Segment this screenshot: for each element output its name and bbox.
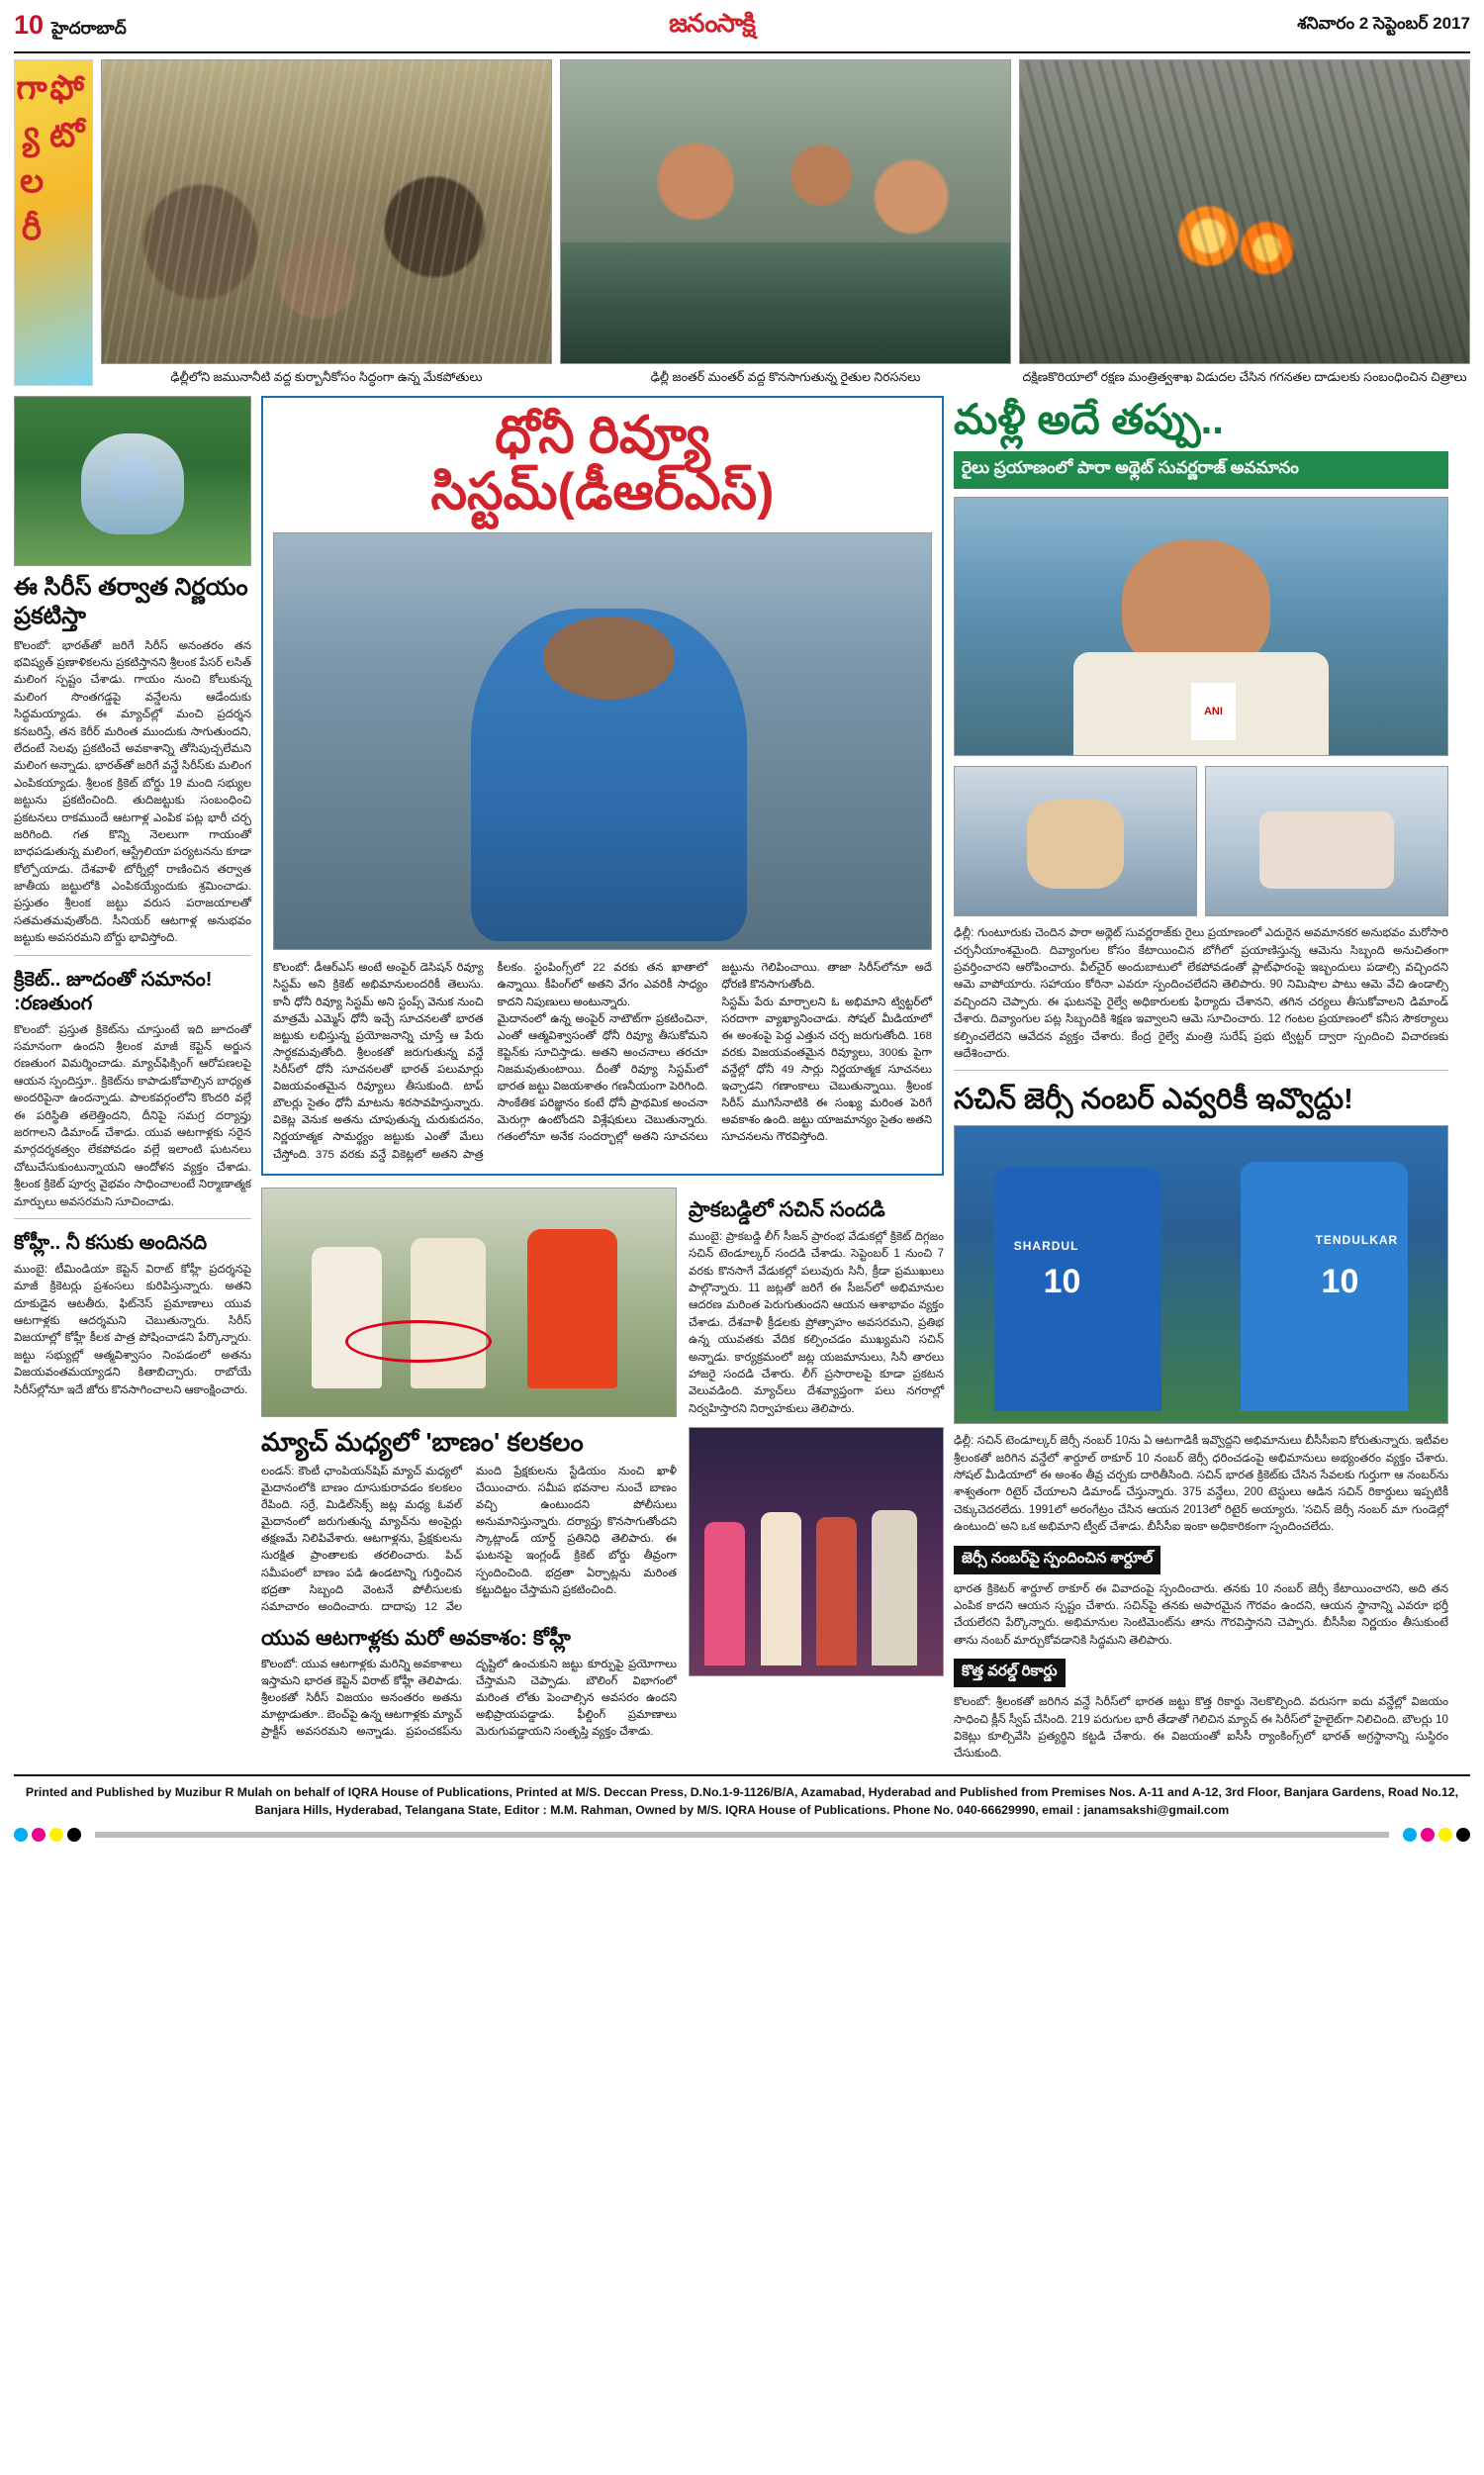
drs-body-col-1: కొలంబో: డీఆర్‌ఎస్ అంటే అంపైర్ డెసిషన్ రివ్యూ సిస్టమ్ అని క్రికెట్ అభిమానులందరికీ తెలుసు. కానీ ధోనీ రివ్యూ సిస్టమ్ అని స్టంప్స్ వెనుక నుంచి మాత్రమే ఎమ్మెస్ ధోనీ ఇచ్చే సూచనలతో భారత జట్టుకు లభిస్తున్న ప్రయోజనాన్ని చూస్తే ఆ పేరు సార్థకమవుతోంది. శ్రీలంకతో జరుగుతున్న వన్డే సిరీస్‌లో ధోనీ సూచనలతో భారత్ పలుమార్లు విజయవంతమైన రివ్యూలు తీసుకుంది. టాప్ బౌలర్లు సైతం ధోనీ మాటను శిరసావహిస్తున్నారు. వికెట్ల వెనుక అతను చూపుతున్న చురుకుదనం, నిర్ణయాత్మక సామర్థ్యం జట్టుకు ఎంతో మేలు చేస్తోంది. 375 వరకు వన్డే వికెట్లలో అతని పాత్ర కీలకం. స్టంపింగ్స్‌లో 22 వరకు తన ఖాతాలో ఉన్నాయి. కీపింగ్‌లో అతని వేగం ఎవరికీ సాధ్యం కాదని నిపుణులు అంటున్నారు.: [273, 962, 708, 1161]
left-column: [14, 396, 251, 1762]
masthead-date: శనివారం 2 సెప్టెంబర్ 2017: [1297, 14, 1470, 33]
color-registration-bar: [14, 1828, 1470, 1842]
drs-body-col-2: మైదానంలో ఉన్న అంపైర్ నాటౌట్‌గా ప్రకటించినా, ఎంతో ఆత్మవిశ్వాసంతో ధోనీ రివ్యూ తీసుకోమని కెప్టెన్‌కు సూచిస్తాడు. అతని అంచనాలు తరచూ నిజమవుతుంటాయి. దీంతో రివ్యూ సిస్టమ్‌లో భారత జట్టు విజయశాతం గణనీయంగా పెరిగింది. సాంకేతిక పరిజ్ఞానం కంటే ధోనీ ప్రాథమిక అంచనా మెరుగ్గా ఉంటోందని విశ్లేషకులు చెబుతున్నారు. గతంలోనూ అనేక సందర్భాల్లో అతని సూచనలు జట్టును గెలిపించాయి. తాజా సిరీస్‌లోనూ అదే ధోరణి కొనసాగుతోంది.: [497, 962, 932, 1144]
gallery-item: [101, 59, 552, 386]
drs-headline-line1: ధోనీ రివ్యూ: [495, 407, 710, 464]
right-headline: మళ్లీ అదే తప్పు..: [954, 396, 1224, 442]
arrow-headline: మ్యాచ్ మధ్యలో 'బాణం' కలకలం: [261, 1426, 584, 1457]
protest-photo: [560, 59, 1011, 364]
page-number: 10: [14, 9, 45, 40]
youth-body: కొలంబో: యువ ఆటగాళ్లకు మరిన్ని అవకాశాలు ఇస్తామని భారత కెప్టెన్ విరాట్ కోహ్లీ తెలిపాడు. శ్రీలంకతో సిరీస్ విజయం అనంతరం అతను మాట్లాడుతూ.. బెంచ్‌పై ఉన్న ఆటగాళ్లకు మ్యాచ్ ప్రాక్టీస్ అవసరమని అన్నాడు. ప్రపంచకప్‌ను దృష్టిలో ఉంచుకుని జట్టు కూర్పుపై ప్రయోగాలు చేస్తామని చెప్పాడు. బౌలింగ్ విభాగంలో మరింత లోతు పెంచాల్సిన అవసరం ఉందని అభిప్రాయపడ్డాడు. ఫీల్డింగ్ ప్రమాణాలు మెరుగుపడ్డాయని సంతృప్తి వ్యక్తం చేశాడు.: [261, 1659, 677, 1739]
celebrity-event-photo: [689, 1427, 944, 1676]
record-box-body: కొలంబో: శ్రీలంకతో జరిగిన వన్డే సిరీస్‌లో భారత జట్టు కొత్త రికార్డు నెలకొల్పింది. వరుసగా ఐదు వన్డేల్లో విజయం సాధించి క్లీన్ స్వీప్ చేసింది. 219 పరుగుల భారీ తేడాతో గెలిచిన మ్యాచ్ ఈ సిరీస్‌లో హైలైట్‌గా నిలిచింది. బౌలర్లు 10 వికెట్లు కూల్చివేసి ప్రత్యర్థిని కట్టడి చేశారు. ఈ విజయంతో ఐసీసీ ర్యాంకింగ్స్‌లో భారత్ అగ్రస్థానాన్ని సుస్థిరం చేసుకుంది.: [954, 1695, 1448, 1761]
gallery-item: [1019, 59, 1470, 386]
color-swatch-black: [1456, 1828, 1470, 1842]
jersey-number-photo: [954, 1125, 1448, 1424]
arrow-article: [261, 1188, 677, 1742]
left-headline: ఈ సిరీస్ తర్వాత నిర్ణయం ప్రకటిస్తా: [14, 574, 248, 629]
left-subheadline-2: కోహ్లీ.. నీ కసుకు అందినది: [14, 1231, 208, 1254]
right-subheader-bar: రైలు ప్రయాణంలో పారా అథ్లెట్ సువర్ణరాజ్ అవమానం: [954, 451, 1448, 489]
sachin-jersey-headline: సచిన్ జెర్సీ నంబర్ ఎవ్వరికీ ఇవ్వొద్దు!: [954, 1084, 1353, 1116]
sachin-kabaddi-article: [689, 1188, 944, 1742]
color-swatch-black: [67, 1828, 81, 1842]
right-column: [954, 396, 1448, 1762]
gallery-section-title-text: ఫోటో గ్యాలరీ: [18, 70, 91, 258]
middle-column: [261, 396, 944, 1762]
arrow-body: లండన్: కౌంటీ ఛాంపియన్‌షిప్ మ్యాచ్ మధ్యలో మైదానంలోకి బాణం దూసుకురావడం కలకలం రేపింది. సర్రే, మిడిల్‌సెక్స్ జట్ల మధ్య ఓవల్ మైదానంలో జరుగుతున్న మ్యాచ్‌ను అంపైర్లు తక్షణమే నిలిపివేశారు. ఆటగాళ్లను, ప్రేక్షకులను సురక్షిత ప్రాంతాలకు తరలించారు. పిచ్ సమీపంలో బాణం పడి ఉండటాన్ని గుర్తించిన భద్రతా సిబ్బంది వెంటనే పోలీసులకు సమాచారం అందించారు. దాదాపు 12 వేల మంది ప్రేక్షకులను స్టేడియం నుంచి ఖాళీ చేయించారు. సమీప భవనాల నుంచే బాణం వచ్చి ఉంటుందని పోలీసులు అనుమానిస్తున్నారు. దర్యాప్తు కొనసాగుతోందని స్కాట్లాండ్ యార్డ్ ప్రతినిధి తెలిపారు. ఈ ఘటనపై ఇంగ్లండ్ క్రికెట్ బోర్డు తీవ్రంగా స్పందించింది. భద్రతా ఏర్పాట్లను మరింత కట్టుదిట్టం చేస్తామని ప్రకటించింది.: [261, 1465, 677, 1613]
right-body: ఢిల్లీ: గుంటూరుకు చెందిన పారా అథ్లెట్ సువర్ణరాజ్‌కు రైలు ప్రయాణంలో ఎదురైన అవమానకర అనుభవం మరోసారి చర్చనీయాంశమైంది. దివ్యాంగుల కోసం కేటాయించిన బోగీలో ప్రయాణిస్తున్న ఆమెను సిబ్బంది అనుచితంగా ప్రవర్తించారని ఆరోపించారు. వీల్‌చైర్ అందుబాటులో లేకపోవడంతో ప్లాట్‌ఫారంపై ఇబ్బందులు పడాల్సి వచ్చిందని ఆమె వాపోయారు. సహాయం కోరినా ఎవరూ స్పందించలేదని తెలిపారు. 90 నిమిషాల పాటు ఆమె వేచి ఉండాల్సి వచ్చిందని చెప్పారు. ఈ ఘటనపై రైల్వే అధికారులకు ఫిర్యాదు చేశానని, తగిన చర్యలు తీసుకోవాలని డిమాండ్ చేశారు. దివ్యాంగుల పట్ల సిబ్బందికి శిక్షణ ఇవ్వాలని ఆమె సూచించారు. 12 గంటల ప్రయాణంలో కనీస సౌకర్యాలు కల్పించలేదని ఆవేదన వ్యక్తం చేశారు. కేంద్ర రైల్వే మంత్రి సురేష్ ప్రభు ట్విట్టర్ ద్వారా స్పందించి విచారణకు ఆదేశించారు.: [954, 926, 1448, 1061]
color-swatch-cyan: [14, 1828, 28, 1842]
goats-photo: [101, 59, 552, 364]
right-small-photos: [954, 766, 1448, 916]
sachin-kabaddi-headline: ప్రాకబడ్డిలో సచిన్ సందడి: [689, 1197, 885, 1221]
jersey-right-name: TENDULKAR: [1315, 1233, 1399, 1248]
left-body: కొలంబో: భారత్‌తో జరిగే సిరీస్ అనంతరం తన భవిష్యత్ ప్రణాళికలను ప్రకటిస్తానని శ్రీలంక పేసర్ లసిత్ మలింగ స్పష్టం చేశాడు. గాయం నుంచి కోలుకున్న మలింగ సొంతగడ్డపై వన్డేలను ఆడేందుకు సిద్ధమయ్యాడు. ఈ మ్యాచ్‌ల్లో మంచి ప్రదర్శన కనబరిస్తే, తన కెరీర్ మరింత ముందుకు సాగుతుందని, లేదంటే సెలవు ప్రకటించే అవకాశాన్ని తోసిపుచ్చలేమని మలింగ అన్నాడు. భారత్‌తో జరిగే వన్డే సిరీస్‌కు మలింగ ఎంపికయ్యాడు. శ్రీలంక క్రికెట్ బోర్డు 19 మంది సభ్యుల జట్టును ప్రకటించింది. తుదిజట్టుకు సంబంధించి ప్రకటనలు రాకముందే ఆటగాళ్ల ఎంపిక పట్ల భారీ చర్చ జరిగింది. గత కొన్ని నెలలుగా గాయంతో బాధపడుతున్న మలింగ, ఆస్ట్రేలియా పర్యటనను కూడా కోల్పోయాడు. దేశవాళీ టోర్నీల్లో రాణించిన తర్వాత జాతీయ జట్టులోకి ఎంపికయ్యేందుకు శ్రమించాడు. ప్రస్తుతం శ్రీలంక జట్టు వరుస పరాజయాలతో సతమతమవుతోంది. సీనియర్ ఆటగాళ్ల అనుభవం జట్టుకు అవసరమని బోర్డు భావిస్తోంది.: [14, 638, 251, 945]
drs-body-col-3: సిస్టమ్ పేరు మార్చాలని ఓ అభిమాని ట్విట్టర్‌లో సరదాగా వ్యాఖ్యానించాడు. సోషల్ మీడియాలో ఈ అంశంపై పెద్ద ఎత్తున చర్చ జరుగుతోంది. 168 వరకు విజయవంతమైన రివ్యూలు, 300కు పైగా వన్డేల్లో ధోనీ 49 సార్లు నిర్ణయాత్మక సూచనలు ఇచ్చాడని గణాంకాలు చెబుతున్నాయి. శ్రీలంక సిరీస్ ముగిసేనాటికి ఈ సంఖ్య మరింత పెరిగే అవకాశం ఉంది. జట్టు యాజమాన్యం సైతం అతని సూచనలను గౌరవిస్తోంది.: [721, 996, 932, 1144]
shardul-box-header: జెర్సీ నంబర్‌పై స్పందించిన శార్దూల్: [954, 1546, 1160, 1574]
record-box-header: కొత్త వరల్డ్ రికార్డు: [954, 1659, 1066, 1687]
wheelchair-boarding-photo: [954, 766, 1197, 916]
color-swatch-cyan: [1403, 1828, 1417, 1842]
divider: [14, 955, 251, 956]
ani-interview-photo: [954, 497, 1448, 756]
middle-lower-section: [261, 1188, 944, 1742]
masthead-city: హైదరాబాద్: [51, 18, 127, 38]
footer-imprint: Printed and Published by Muzibur R Mulah on behalf of IQRA House of Publications, Printed at M/S. Deccan Press, D.No.1-9-1126/B/A, Azamabad, Hyderabad and Published from Premises Nos. A-11 and A-12, 3rd Floor, Banjara Gardens, Road No.12, Banjara Hills, Hyderabad, Telangana State, Editor : M.M. Rahman, Owned by M/S. IQRA House of Publications. Phone No. 040-66629990, email : janamsakshi@gmail.com: [25, 1784, 1459, 1818]
left-subheadline: క్రికెట్.. జూదంతో సమానం! :రణతుంగ: [14, 968, 213, 1014]
match-arrow-photo: [261, 1188, 677, 1417]
bowler-photo: [14, 396, 251, 566]
youth-headline: యువ ఆటగాళ్లకు మరో అవకాశం: కోహ్లీ: [261, 1626, 571, 1650]
gallery-section-title: [14, 59, 93, 386]
divider: [954, 1070, 1448, 1071]
footer: [14, 1774, 1470, 1842]
gallery-caption: దక్షిణకొరియాలో రక్షణ మంత్రిత్వశాఖ విడుదల చేసిన గగనతల దాడులకు సంబంధించిన చిత్రాలు: [1022, 370, 1467, 385]
color-swatch-magenta: [32, 1828, 46, 1842]
jersey-left-number: 10: [1043, 1263, 1081, 1301]
dhoni-photo: [273, 532, 932, 950]
jersey-body: ఢిల్లీ: సచిన్ టెండూల్కర్ జెర్సీ నంబర్ 10ను ఏ ఆటగాడికీ ఇవ్వొద్దని అభిమానులు బీసీసీఐని కోరుతున్నారు. ఇటీవల శ్రీలంకతో జరిగిన వన్డేలో శార్దూల్ ఠాకూర్ 10 నంబర్ జెర్సీ ధరించడంపై అభిమానులు అభ్యంతరం వ్యక్తం చేశారు. సోషల్ మీడియాలో ఈ అంశం తీవ్ర చర్చకు దారితీసింది. సచిన్ భారత క్రికెట్‌కు చేసిన సేవలకు గుర్తుగా ఆ నంబర్‌ను శాశ్వతంగా రిటైర్ చేయాలని డిమాండ్ చేస్తున్నారు. 375 వన్డేలు, 200 టెస్టులు ఆడిన సచిన్ రికార్డులు ఇప్పటికీ చెక్కుచెదరలేదు. 1991లో అరంగేట్రం చేసిన ఆయన 2013లో రిటైర్ అయ్యారు. 'సచిన్ జెర్సీ నంబర్ మా గుండెల్లో ఉంటుంది' అని ఒక అభిమాని ట్వీట్ చేశాడు. బీసీసీఐ ఇంకా అధికారికంగా స్పందించలేదు.: [954, 1434, 1448, 1534]
ani-mic-logo: ANI: [1191, 683, 1236, 739]
shardul-box-body: భారత క్రికెటర్ శార్దూల్ ఠాకూర్ ఈ వివాదంపై స్పందించారు. తనకు 10 నంబర్ జెర్సీ కేటాయించారని, అది తన ఎంపిక కాదని ఆయన స్పష్టం చేశారు. సచిన్‌పై తనకు అపారమైన గౌరవం ఉందని, ఆయన స్థానాన్ని ఎవరూ భర్తీ చేయలేరని పేర్కొన్నారు. అభిమానుల సెంటిమెంట్‌ను తాను గౌరవిస్తానని చెప్పారు. బీసీసీఐ నిర్ణయం తీసుకుంటే తాను నంబర్ మార్చుకోవడానికి సిద్ధమని తెలిపారు.: [954, 1581, 1448, 1647]
color-swatch-yellow: [1438, 1828, 1452, 1842]
airstrike-photo: [1019, 59, 1470, 364]
registration-line: [95, 1832, 1389, 1838]
gallery-caption: ఢిల్లీ జంతర్ మంతర్ వద్ద కొనసాగుతున్న రైతుల నిరసనలు: [650, 370, 921, 385]
color-swatch-magenta: [1421, 1828, 1435, 1842]
photo-gallery-strip: [14, 59, 1470, 386]
sachin-kabaddi-body: ముంబై: ప్రాకబడ్డి లీగ్ సీజన్ ప్రారంభ వేడుకల్లో క్రికెట్ దిగ్గజం సచిన్ టెండూల్కర్ సందడి చేశాడు. సెప్టెంబర్ 1 నుంచి 7 వరకు కొనసాగే వేడుకల్లో పలువురు సినీ, క్రీడా ప్రముఖులు పాల్గొన్నారు. 11 జట్లతో జరిగే ఈ సీజన్‌లో అభిమానుల ఆదరణ మరింత పెరుగుతుందని ఆయన ఆశాభావం వ్యక్తం చేశాడు. దేశవాళీ క్రీడలకు ప్రోత్సాహం అవసరమని, ప్రతిభ ఉన్న యువతకు వేదిక కల్పించడం ముఖ్యమని సచిన్ అన్నాడు. కార్యక్రమంలో జట్ల యజమానులు, సినీ తారలు హాజరై సందడి చేశారు. లీగ్ ప్రసారాలపై కూడా ప్రకటన వెలువడింది. మ్యాచ్‌లు దేశవ్యాప్తంగా పలు నగరాల్లో నిర్వహిస్తారని నిర్వాహకులు తెలిపారు.: [689, 1229, 944, 1415]
left-sub-body-2: ముంబై: టీమిండియా కెప్టెన్ విరాట్ కోహ్లీ ప్రదర్శనపై మాజీ క్రికెటర్లు ప్రశంసలు కురిపిస్తున్నారు. అతని దూకుడైన ఆటతీరు, ఫిట్‌నెస్ ప్రమాణాలు యువ ఆటగాళ్లకు ఆదర్శమని చెబుతున్నారు. సిరీస్ విజయాల్లో కోహ్లీ కీలక పాత్ర పోషించాడని పేర్కొన్నారు. జట్టు సభ్యుల్లో ఆత్మవిశ్వాసం నింపడంలో అతను విజయవంతమయ్యాడని కితాబిచ్చారు. రాబోయే సిరీస్‌ల్లోనూ ఇదే జోరు కొనసాగించాలని ఆకాంక్షించారు.: [14, 1262, 251, 1396]
drs-body: [273, 960, 932, 1163]
left-sub-body: కొలంబో: ప్రస్తుత క్రికెట్‌ను చూస్తుంటే ఇది జూదంతో సమానంగా ఉందని శ్రీలంక మాజీ కెప్టెన్ అర్జున రణతుంగ విమర్శించాడు. మ్యాచ్‌ఫిక్సింగ్ ఆరోపణలపై ఆయన స్పందిస్తూ.. క్రికెట్‌ను కాపాడుకోవాల్సిన బాధ్యత అందరిపైనా ఉందన్నాడు. పాలకవర్గంలోని కొందరి వల్లే ఈ పరిస్థితి తలెత్తిందని, దీనిపై సమగ్ర దర్యాప్తు జరగాలని డిమాండ్ చేశాడు. యువ ఆటగాళ్లకు సరైన మార్గదర్శకత్వం లేకపోవడం వల్లే ఇలాంటి ఘటనలు చోటుచేసుకుంటున్నాయని ఆందోళన వ్యక్తం చేశాడు. శ్రీలంక క్రికెట్ పూర్వ వైభవం సాధించాలంటే నిర్మాణాత్మక మార్పులు అవసరమని సూచించాడు.: [14, 1022, 251, 1208]
drs-headline-line2: సిస్టమ్(డీఆర్‌ఎస్): [430, 463, 775, 522]
masthead: [14, 0, 1470, 53]
drs-article: [261, 396, 944, 1176]
gallery-caption: ఢిల్లీలోని జమునానీటి వద్ద కుర్బానీకోసం సిద్ధంగా ఉన్న మేకపోతులు: [170, 370, 483, 385]
publication-logo: జనంసాక్షి: [669, 7, 755, 38]
main-content: [14, 396, 1470, 1762]
jersey-left-name: SHARDUL: [1013, 1239, 1079, 1254]
train-coach-photo: [1205, 766, 1448, 916]
divider: [14, 1218, 251, 1219]
gallery-item: [560, 59, 1011, 386]
color-swatch-yellow: [49, 1828, 63, 1842]
masthead-left: [14, 10, 127, 43]
drs-headline: [273, 408, 932, 521]
jersey-right-number: 10: [1321, 1263, 1359, 1301]
